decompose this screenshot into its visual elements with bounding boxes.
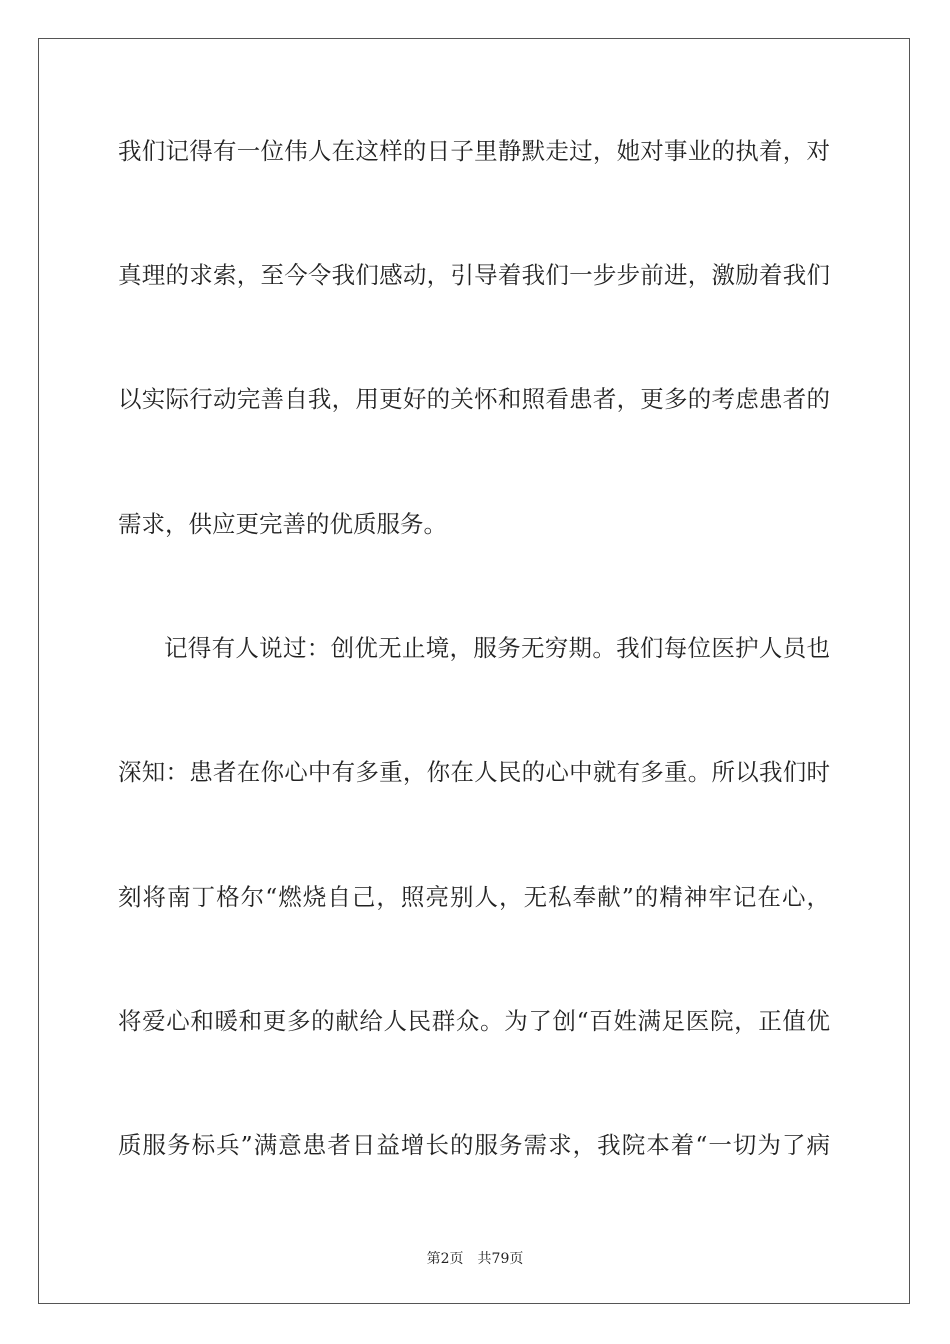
paragraph-line-6: 深知：患者在你心中有多重，你在人民的心中就有多重。所以我们时 [118,758,830,786]
paragraph-line-2: 真理的求索，至今令我们感动，引导着我们一步步前进，激励着我们 [118,261,830,289]
page-number: 第2页 [426,1251,464,1267]
paragraph-line-1: 我们记得有一位伟人在这样的日子里静默走过，她对事业的执着，对 [118,137,830,165]
page-footer [0,1248,950,1268]
paragraph-line-3: 以实际行动完善自我，用更好的关怀和照看患者，更多的考虑患者的 [118,385,830,413]
paragraph-line-9: 质服务标兵”满意患者日益增长的服务需求，我院本着“一切为了病 [118,1131,830,1159]
paragraph-line-5: 记得有人说过：创优无止境，服务无穷期。我们每位医护人员也 [164,634,830,662]
paragraph-line-8: 将爱心和暖和更多的献给人民群众。为了创“百姓满足医院，正值优 [118,1007,830,1035]
paragraph-line-7: 刻将南丁格尔“燃烧自己，照亮别人，无私奉献”的精神牢记在心， [118,883,830,911]
page-border [38,38,910,1304]
total-pages: 共79页 [477,1251,524,1267]
paragraph-line-4: 需求，供应更完善的优质服务。 [118,510,447,538]
